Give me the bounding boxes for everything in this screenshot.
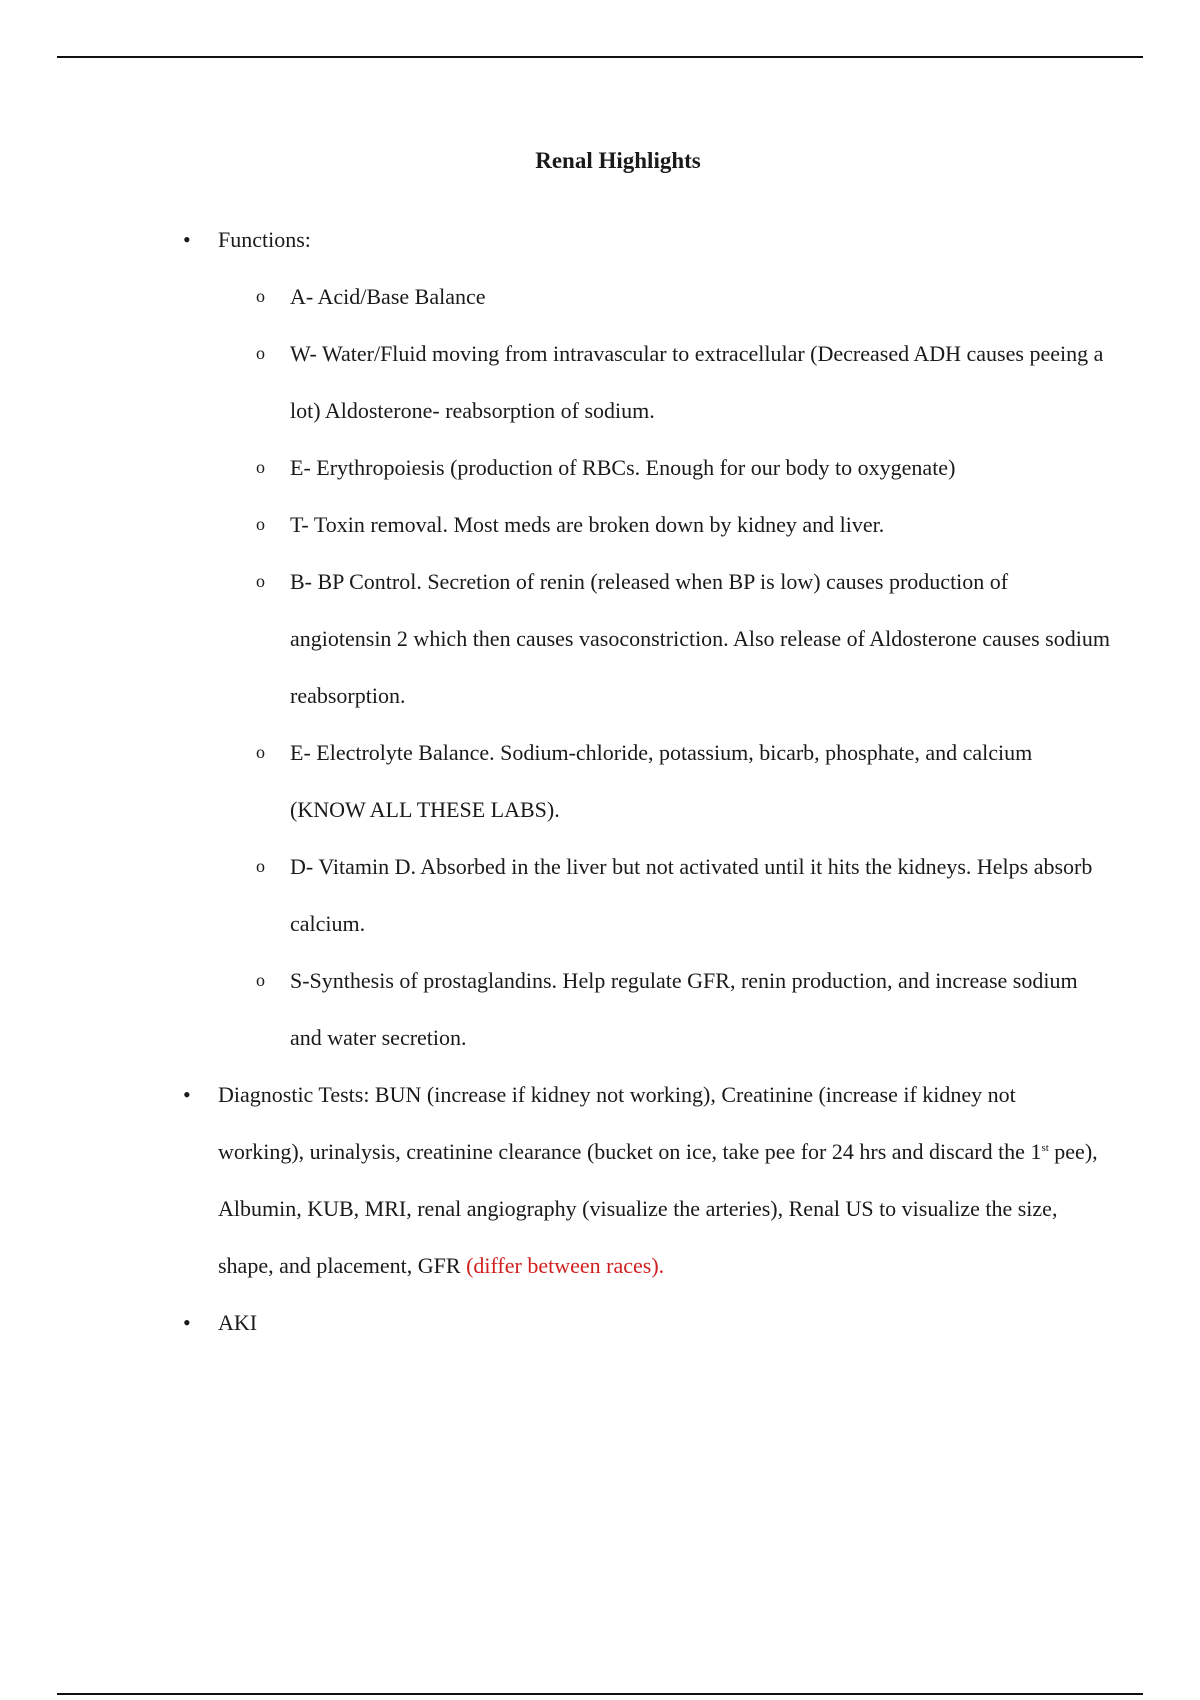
circle-bullet-icon: o: [256, 970, 265, 990]
header-rule: [57, 56, 1143, 58]
page-title: Renal Highlights: [535, 148, 701, 173]
diagnostic-superscript: st: [1041, 1142, 1049, 1154]
function-item: o E- Erythropoiesis (production of RBCs. Enough for our body to oxygenate): [218, 439, 1110, 496]
circle-bullet-icon: o: [256, 514, 265, 534]
aki-label: AKI: [218, 1310, 258, 1335]
diagnostic-text-part2: pee), Albumin, KUB, MRI, renal angiography (visualize the arteries), Renal US to visualize the size, shape, and placement, GFR: [218, 1139, 1098, 1278]
circle-bullet-icon: o: [256, 571, 265, 591]
bullet-icon: •: [183, 227, 191, 252]
function-item: o A- Acid/Base Balance: [218, 268, 1110, 325]
bullet-icon: •: [183, 1082, 191, 1107]
function-item: o W- Water/Fluid moving from intravascular to extracellular (Decreased ADH causes peeing a lot) Aldosterone- reabsorption of sodium.: [218, 325, 1110, 439]
function-item: o S-Synthesis of prostaglandins. Help regulate GFR, renin production, and increase sodium and water secretion.: [218, 952, 1110, 1066]
circle-bullet-icon: o: [256, 742, 265, 762]
footer-rule: [57, 1693, 1143, 1695]
list-item-diagnostic-tests: [0, 1066, 1098, 1294]
main-list: [0, 211, 1200, 1351]
diagnostic-highlight: (differ between races).: [466, 1253, 665, 1278]
function-item: o B- BP Control. Secretion of renin (released when BP is low) causes production of angiotensin 2 which then causes vasoconstriction. Also release of Aldosterone causes sodium reabsorption.: [218, 553, 1110, 724]
list-item-functions: [0, 211, 1110, 1066]
circle-bullet-icon: o: [256, 856, 265, 876]
functions-sublist: [218, 268, 1110, 1066]
circle-bullet-icon: o: [256, 457, 265, 477]
list-item-aki: [0, 1294, 1098, 1351]
functions-label: Functions:: [218, 227, 311, 252]
circle-bullet-icon: o: [256, 286, 265, 306]
function-item: o T- Toxin removal. Most meds are broken down by kidney and liver.: [218, 496, 1110, 553]
diagnostic-text-part1: Diagnostic Tests: BUN (increase if kidney not working), Creatinine (increase if kidney not working), urinalysis, creatinine clearance (bucket on ice, take pee for 24 hrs and discard the 1: [218, 1082, 1042, 1164]
function-item: o E- Electrolyte Balance. Sodium-chloride, potassium, bicarb, phosphate, and calcium (KNOW ALL THESE LABS).: [218, 724, 1110, 838]
bullet-icon: •: [183, 1310, 191, 1335]
function-item: o D- Vitamin D. Absorbed in the liver but not activated until it hits the kidneys. Helps absorb calcium.: [218, 838, 1110, 952]
circle-bullet-icon: o: [256, 343, 265, 363]
